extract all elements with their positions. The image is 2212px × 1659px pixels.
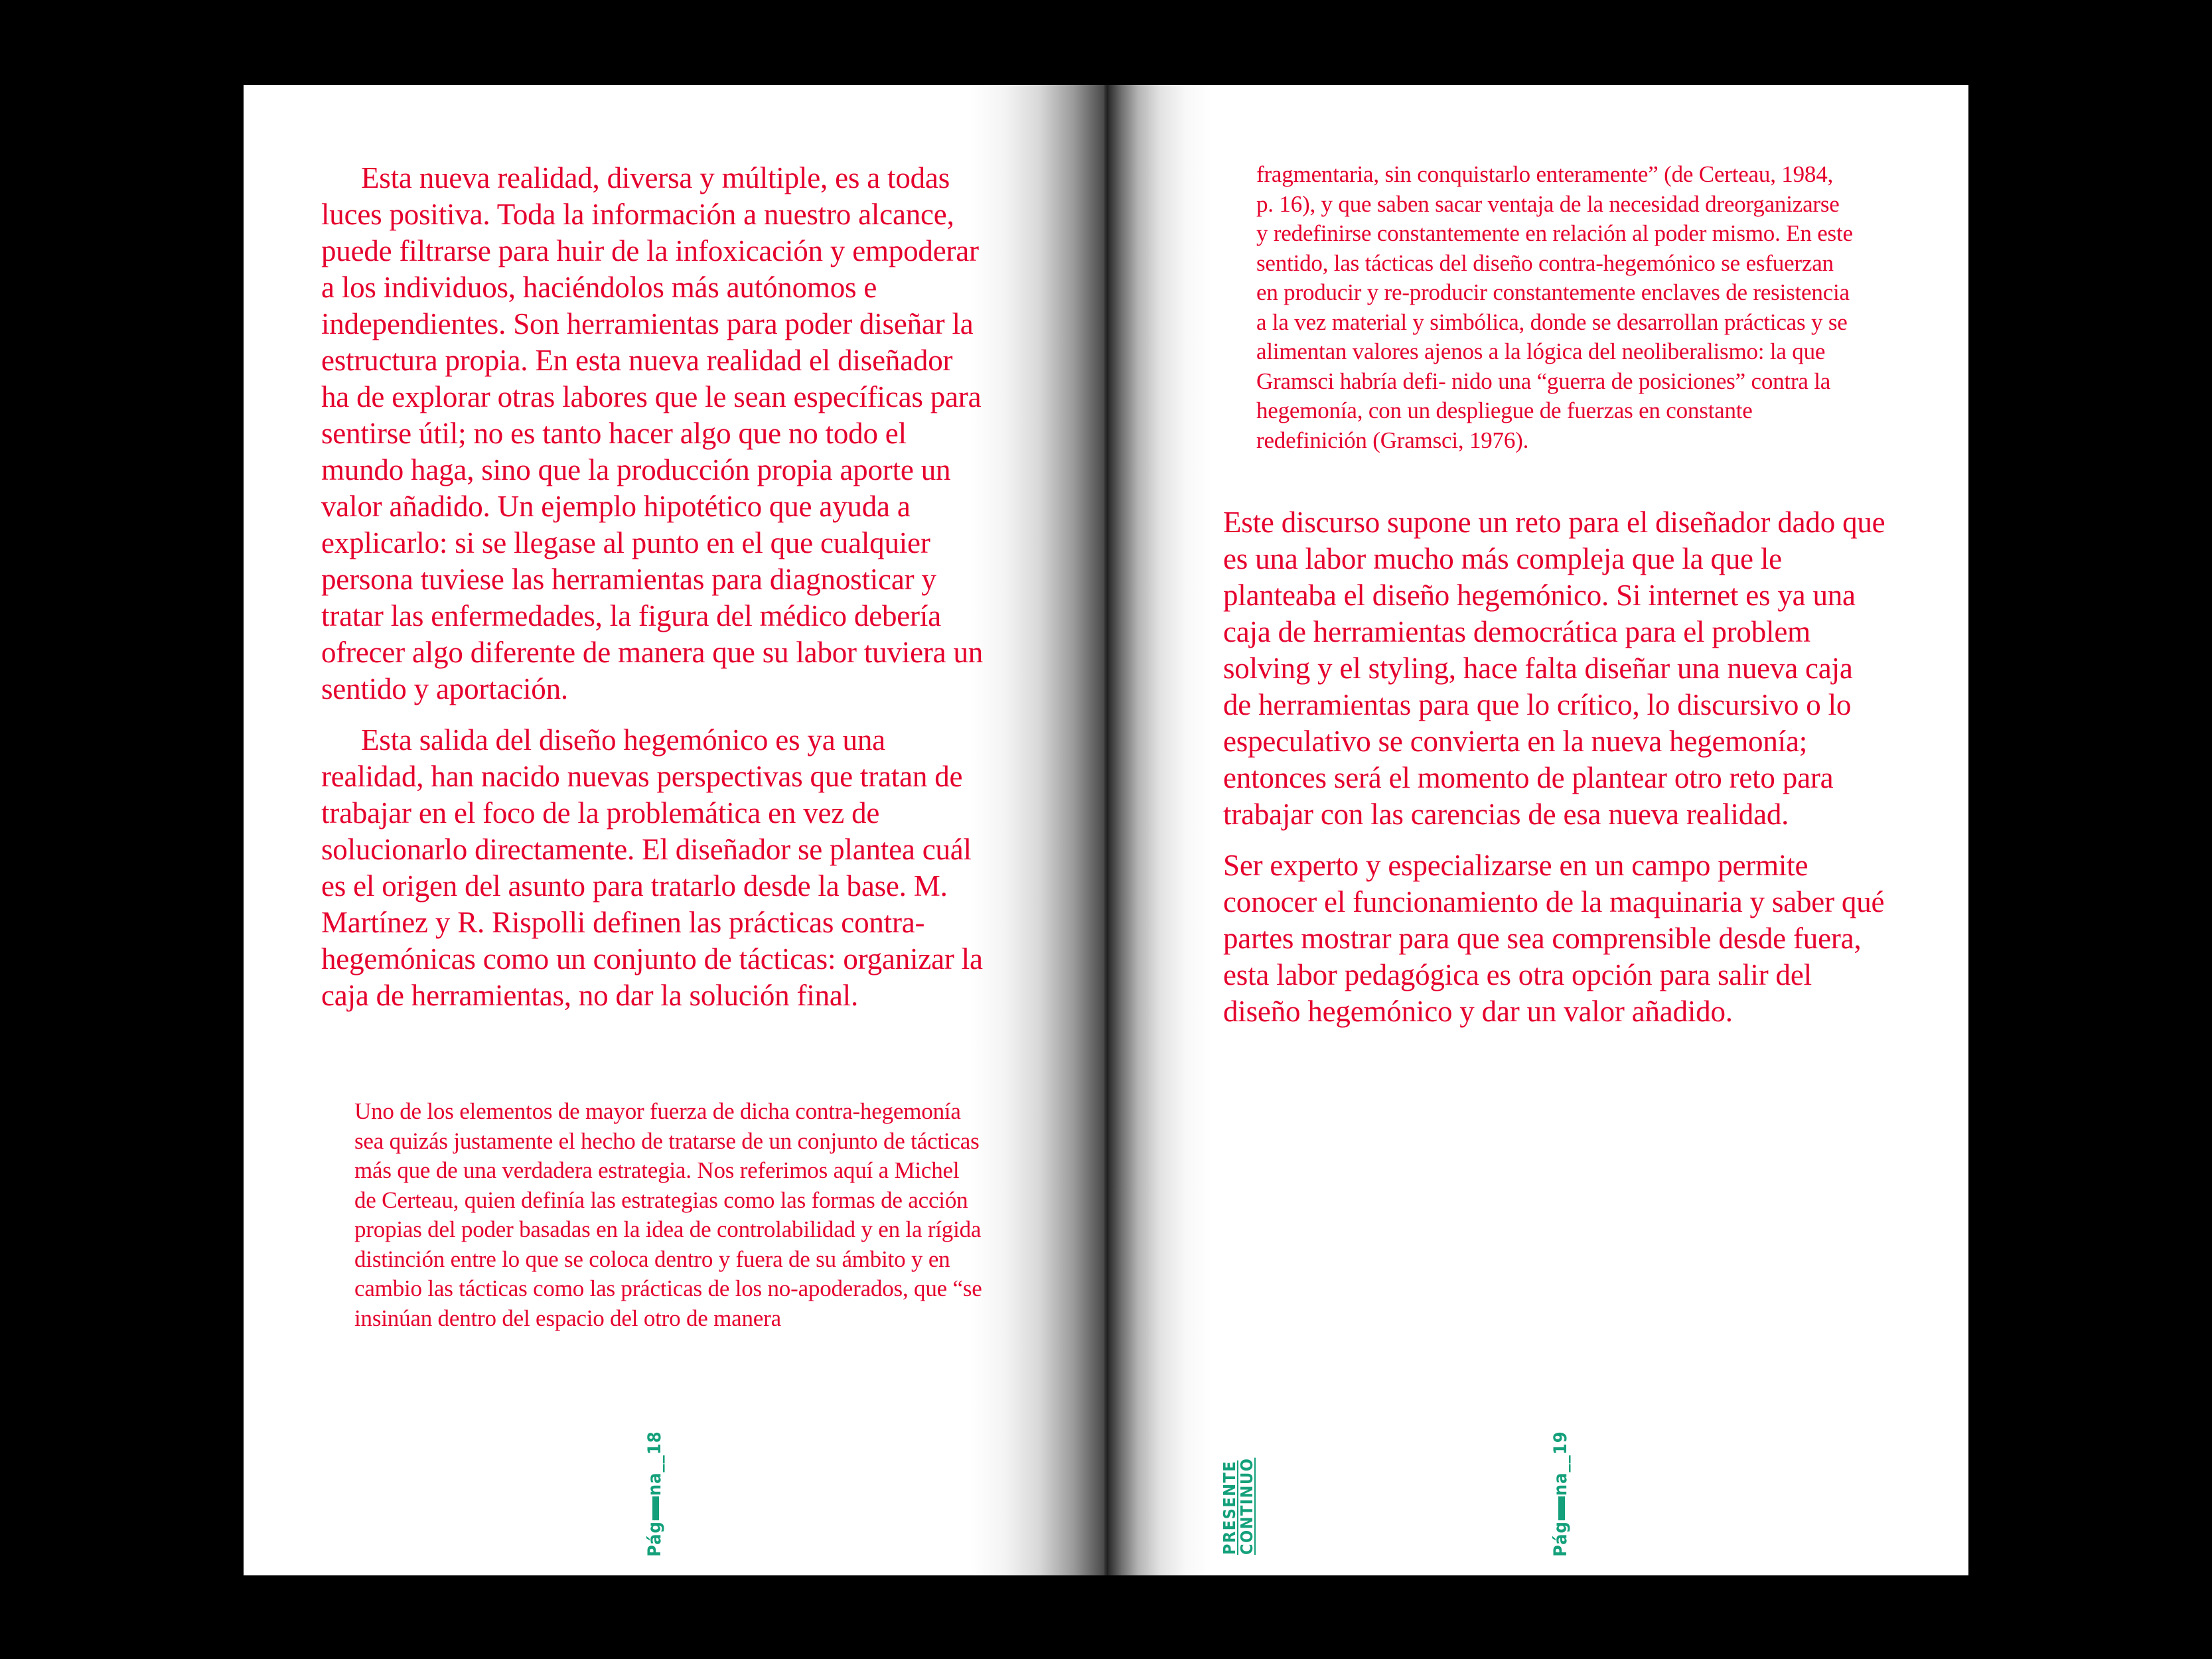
brand-mark	[1221, 1458, 1256, 1555]
page-label-prefix: Pág	[644, 1521, 665, 1557]
left-paragraph-1: Esta nueva realidad, diversa y múltiple, es a todas luces positiva. Toda la información a nuestro alcance, puede filtrarse para huir de la infoxicación y empoderar a los individuos, haciéndolos más autónomos e independientes. Son herramientas para poder diseñar la estructura propia. En esta nueva realidad el diseñador ha de explorar otras labores que le sean específicas para sentirse útil; no es tanto hacer algo que no todo el mundo haga, sino que la producción propia aporte un valor añadido. Un ejemplo hipotético que ayuda a explicarlo: si se llegase al punto en el que cualquier persona tuviese las herramientas para diagnosticar y tratar las enfermedades, la figura del médico debería ofrecer algo diferente de manera que su labor tuviera un sentido y aportación.	[321, 161, 984, 705]
left-page	[244, 85, 1108, 1575]
page-label-suffix: na__19	[1550, 1431, 1571, 1496]
right-quote-block	[1256, 160, 1854, 455]
page-number-19	[1550, 1431, 1571, 1557]
right-quote-text: fragmentaria, sin conquistarlo enteramente” (de Certeau, 1984, p. 16), y que saben sacar ventaja de la necesidad dreorganizarse y redefinirse constantemente en relación al poder mismo. En este sentido, las tácticas del diseño contra-hegemónico se esfuerzan en producir y re-producir constantemente enclaves de resistencia a la vez material y simbólica, donde se desarrollan prácticas y se alimentan valores ajenos a la lógica del neoliberalismo: la que Gramsci habría defi- nido una “guerra de posiciones” contra la hegemonía, con un despliegue de fuerzas en constante redefinición (Gramsci, 1976).	[1256, 161, 1853, 453]
right-paragraph-2: Ser experto y especializarse en un campo permite conocer el funcionamiento de la maquinaria y saber qué partes mostrar para que sea comprensible desde fuera, esta labor pedagógica es otra opción para salir del diseño hegemónico y dar un valor añadido.	[1223, 849, 1885, 1028]
page-label-prefix: Pág	[1550, 1521, 1571, 1557]
left-body-text	[321, 160, 985, 1029]
right-body-text	[1223, 504, 1887, 1045]
brand-line-1: PRESENTE	[1220, 1460, 1239, 1555]
right-page	[1108, 85, 1968, 1575]
left-paragraph-2: Esta salida del diseño hegemónico es ya una realidad, han nacido nuevas perspectivas que tratan de trabajar en el foco de la problemática en vez de solucionarlo directamente. El diseñador se plantea cuál es el origen del asunto para tratarlo desde la base. M. Martínez y R. Rispolli definen las prácticas contra-hegemónicas como un conjunto de tácticas: organizar la caja de herramientas, no dar la solución final.	[321, 723, 983, 1012]
page-label-bar	[652, 1496, 659, 1520]
page-label-bar	[1558, 1496, 1565, 1520]
left-quote-text: Uno de los elementos de mayor fuerza de dicha contra-hegemonía sea quizás justamente el hecho de tratarse de un conjunto de tácticas más que de una verdadera estrategia. Nos referimos aquí a Michel de Certeau, quien definía las estrategias como las formas de acción propias del poder basadas en la idea de controlabilidad y en la rígida distinción entre lo que se coloca dentro y fuera de su ámbito y en cambio las tácticas como las prácticas de los no-apoderados, que “se insinúan dentro del espacio del otro de manera	[354, 1098, 982, 1331]
left-quote-block	[354, 1097, 985, 1333]
page-number-18	[644, 1431, 665, 1557]
brand-line-2: CONTINUO	[1237, 1457, 1256, 1555]
right-paragraph-1: Este discurso supone un reto para el diseñador dado que es una labor mucho más compleja que la que le planteaba el diseño hegemónico. Si internet es ya una caja de herramientas democrática para el problem solving y el styling, hace falta diseñar una nueva caja de herramientas para que lo crítico, lo discursivo o lo especulativo se convierta en la nueva hegemonía; entonces será el momento de plantear otro reto para trabajar con las carencias de esa nueva realidad.	[1223, 506, 1885, 831]
page-label-suffix: na__18	[644, 1431, 665, 1496]
